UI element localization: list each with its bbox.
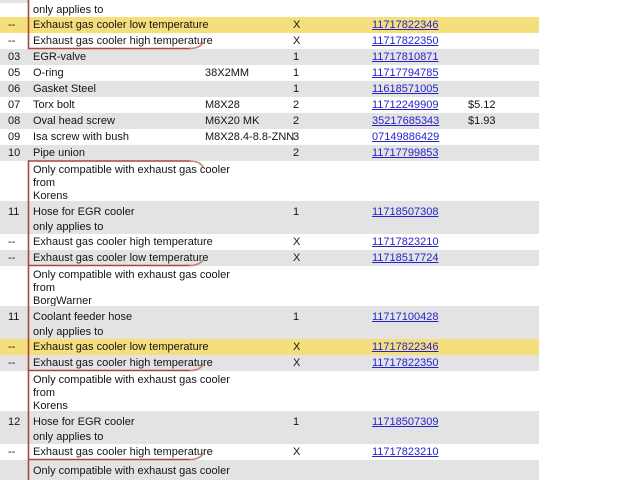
note-text-line: Only compatible with exhaust gas cooler	[33, 374, 230, 386]
table-row	[0, 411, 539, 444]
table-row	[0, 49, 539, 65]
quantity-cell: X	[293, 236, 301, 248]
quantity-cell: X	[293, 446, 301, 458]
table-row	[0, 129, 539, 145]
part-number-link[interactable]: 11717794785	[372, 67, 439, 79]
part-number-link[interactable]: 11618571005	[372, 83, 439, 95]
quantity-cell: X	[293, 19, 301, 31]
note-text-line: from	[33, 282, 55, 294]
quantity-cell: 1	[293, 51, 300, 63]
table-row	[0, 65, 539, 81]
item-number-cell: --	[8, 35, 16, 47]
description-cell: Exhaust gas cooler high temperature	[33, 236, 213, 248]
quantity-cell: 1	[293, 83, 300, 95]
description-cell: Hose for EGR cooler	[33, 416, 135, 428]
table-row	[0, 234, 539, 250]
part-number-link[interactable]: 11717810871	[372, 51, 439, 63]
item-number-cell: 06	[8, 83, 21, 95]
part-number-link[interactable]: 11717100428	[372, 311, 439, 323]
price-cell: $5.12	[468, 99, 496, 111]
description-cell: Exhaust gas cooler high temperature	[33, 357, 213, 369]
description-cell: Torx bolt	[33, 99, 75, 111]
quantity-cell: 1	[293, 311, 300, 323]
note-text-line: Only compatible with exhaust gas cooler	[33, 269, 230, 281]
spec-cell: M8X28	[205, 99, 240, 111]
part-number-cell	[371, 206, 465, 218]
item-number-cell: 07	[8, 99, 21, 111]
part-number-cell	[371, 416, 465, 428]
note-text-line: Korens	[33, 400, 68, 411]
part-number-cell	[371, 357, 465, 369]
description-cell: Oval head screw	[33, 115, 115, 127]
part-number-link[interactable]: 11717822346	[372, 341, 439, 353]
part-number-link[interactable]: 11717822350	[372, 357, 439, 369]
table-row	[0, 306, 539, 339]
part-number-link[interactable]: 11717799853	[372, 147, 439, 159]
item-main-line	[0, 411, 539, 430]
item-main-line	[0, 306, 539, 325]
quantity-cell: 1	[293, 206, 300, 218]
applies-note-text: only applies to	[33, 431, 104, 443]
spec-cell: 38X2MM	[205, 67, 250, 79]
part-number-cell	[371, 311, 465, 323]
item-number-cell: 11	[8, 311, 20, 323]
description-cell: Coolant feeder hose	[33, 311, 133, 323]
spec-cell: M6X20 MK	[205, 115, 260, 127]
table-row	[0, 161, 539, 201]
item-number-cell: --	[8, 446, 16, 458]
part-number-link[interactable]: 11718507308	[372, 206, 439, 218]
part-number-link[interactable]: 11718507309	[372, 416, 439, 428]
table-row	[0, 266, 539, 306]
part-number-link[interactable]: 11717823210	[372, 446, 439, 458]
description-cell: Hose for EGR cooler	[33, 206, 135, 218]
table-row	[0, 81, 539, 97]
part-number-cell	[371, 51, 465, 63]
table-row	[0, 17, 539, 33]
spec-cell: M8X28.4-8.8-ZNN	[205, 131, 295, 143]
description-cell: EGR-valve	[33, 51, 87, 63]
table-row	[0, 201, 539, 234]
table-row	[0, 113, 539, 129]
item-number-cell: 08	[8, 115, 21, 127]
item-number-cell: 03	[8, 51, 21, 63]
item-number-cell: 05	[8, 67, 21, 79]
table-row	[0, 97, 539, 113]
part-number-cell	[371, 147, 465, 159]
part-number-cell	[371, 115, 465, 127]
table-row	[0, 460, 539, 480]
table-row	[0, 339, 539, 355]
price-cell: $1.93	[468, 115, 496, 127]
note-text-line: Only compatible with exhaust gas cooler	[33, 164, 230, 176]
applies-note-text: only applies to	[33, 326, 104, 338]
table-row	[0, 3, 539, 17]
part-number-link[interactable]: 11717822346	[372, 19, 439, 31]
part-number-link[interactable]: 11717822350	[372, 35, 439, 47]
description-cell: Exhaust gas cooler low temperature	[33, 341, 209, 353]
table-row	[0, 371, 539, 411]
item-main-line	[0, 201, 539, 220]
part-number-cell	[371, 252, 465, 264]
note-text-line: Only compatible with exhaust gas cooler	[33, 465, 230, 477]
part-number-cell	[371, 131, 465, 143]
description-cell: Gasket Steel	[33, 83, 96, 95]
item-number-cell: --	[8, 236, 16, 248]
quantity-cell: X	[293, 35, 301, 47]
item-number-cell: --	[8, 252, 16, 264]
item-number-cell: 10	[8, 147, 21, 159]
quantity-cell: X	[293, 357, 301, 369]
part-number-link[interactable]: 07149886429	[372, 131, 440, 143]
item-number-cell: 09	[8, 131, 21, 143]
quantity-cell: 2	[293, 147, 300, 159]
table-row	[0, 33, 539, 49]
description-cell: O-ring	[33, 67, 64, 79]
applies-note-text: only applies to	[33, 4, 104, 16]
description-cell: Exhaust gas cooler high temperature	[33, 446, 213, 458]
part-number-link[interactable]: 11718517724	[372, 252, 439, 264]
part-number-link[interactable]: 11712249909	[372, 99, 439, 111]
part-number-cell	[371, 35, 465, 47]
part-number-link[interactable]: 35217685343	[372, 115, 440, 127]
applies-note-text: only applies to	[33, 221, 104, 233]
description-cell: Pipe union	[33, 147, 85, 159]
description-cell: Exhaust gas cooler low temperature	[33, 19, 209, 31]
quantity-cell: 1	[293, 67, 300, 79]
item-number-cell: --	[8, 341, 16, 353]
description-cell: Isa screw with bush	[33, 131, 129, 143]
item-number-cell: 12	[8, 416, 21, 428]
part-number-cell	[371, 19, 465, 31]
description-cell: Exhaust gas cooler high temperature	[33, 35, 213, 47]
quantity-cell: X	[293, 341, 301, 353]
part-number-cell	[371, 99, 465, 111]
item-number-cell: 11	[8, 206, 20, 218]
note-text-line: from	[33, 177, 55, 189]
table-row	[0, 250, 539, 266]
part-number-cell	[371, 341, 465, 353]
item-number-cell: --	[8, 357, 16, 369]
quantity-cell: 2	[293, 99, 300, 111]
quantity-cell: 1	[293, 416, 300, 428]
part-number-cell	[371, 446, 465, 458]
part-number-link[interactable]: 11717823210	[372, 236, 439, 248]
description-cell: Exhaust gas cooler low temperature	[33, 252, 209, 264]
part-number-cell	[371, 67, 465, 79]
quantity-cell: 2	[293, 115, 300, 127]
item-number-cell: --	[8, 19, 16, 31]
table-row	[0, 444, 539, 460]
quantity-cell: 3	[293, 131, 300, 143]
table-row	[0, 145, 539, 161]
part-number-cell	[371, 236, 465, 248]
note-text-line: Korens	[33, 190, 68, 201]
note-text-line: from	[33, 387, 55, 399]
part-number-cell	[371, 83, 465, 95]
table-row	[0, 355, 539, 371]
note-text-line: BorgWarner	[33, 295, 92, 306]
quantity-cell: X	[293, 252, 301, 264]
